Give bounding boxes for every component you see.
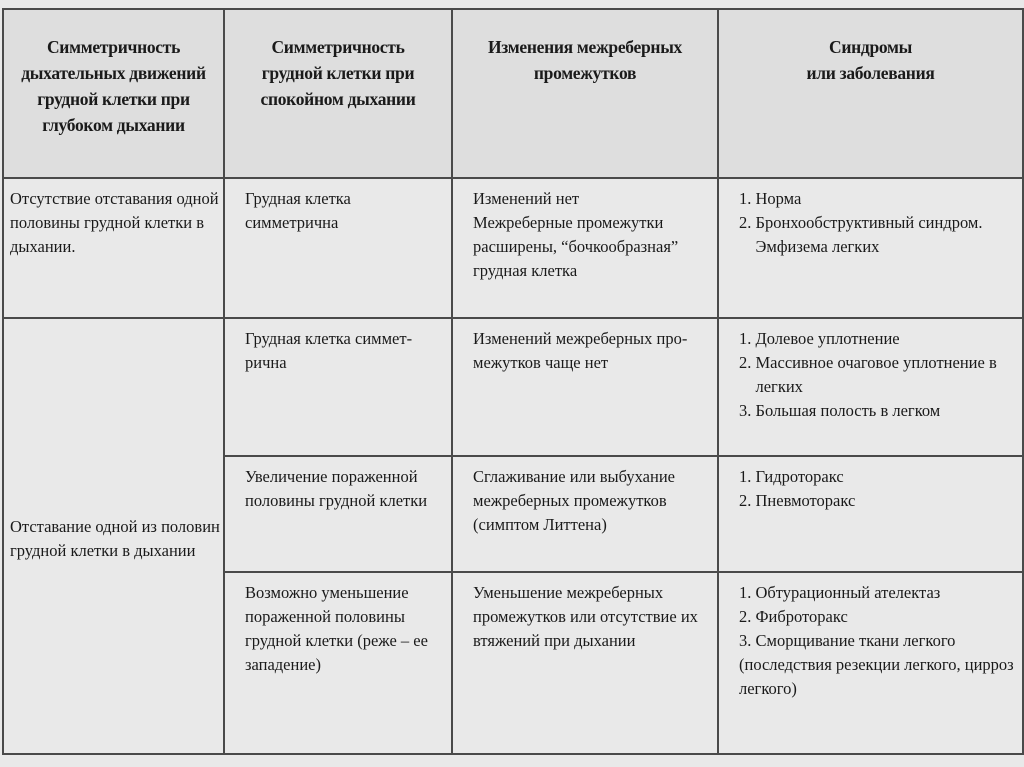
merged-asymmetry-cell: Отставание одной из половин грудной клетки в дыхании — [3, 318, 224, 754]
row3-syndromes: 1. Гидроторакс 2. Пневмоторакс — [718, 456, 1023, 572]
table-row — [3, 178, 1023, 318]
row1-intercostal: Изменений нет Межреберные промежутки расширены, “бочкообразная” грудная клетка — [452, 178, 718, 318]
header-row — [3, 9, 1023, 178]
row2-syndromes: 1. Долевое уплотнение 2. Массивное очаговое уплотнение в легких 3. Большая полость в легком — [718, 318, 1023, 456]
row3-intercostal: Сглаживание или выбухание межреберных промежутков (симптом Литтена) — [452, 456, 718, 572]
row1-quiet-breathing: Грудная клетка симметрична — [224, 178, 452, 318]
row1-deep-breathing: Отсутствие отставания одной половины грудной клетки в дыхании. — [3, 178, 224, 318]
header-intercostal-changes: Изменения межреберных промежутков — [452, 9, 718, 178]
row2-intercostal: Изменений межреберных про- межутков чаще нет — [452, 318, 718, 456]
row2-quiet-breathing: Грудная клетка симмет- рична — [224, 318, 452, 456]
row3-quiet-breathing: Увеличение пораженной половины грудной клетки — [224, 456, 452, 572]
header-deep-breathing-symmetry: Симметричность дыхательных движений грудной клетки при глубоком дыхании — [3, 9, 224, 178]
table-row — [3, 318, 1023, 456]
row1-syndromes: 1. Норма 2. Бронхообструктивный синдром. Эмфизема легких — [718, 178, 1023, 318]
header-syndromes: Синдромы или заболевания — [718, 9, 1023, 178]
header-quiet-breathing-symmetry: Симметричность грудной клетки при спокойном дыхании — [224, 9, 452, 178]
row4-intercostal: Уменьшение межреберных промежутков или отсутствие их втяжений при дыхании — [452, 572, 718, 754]
row4-syndromes: 1. Обтурационный ателектаз 2. Фиброторакс 3. Сморщивание ткани легкого (последствия резекции легкого, цирроз легкого) — [718, 572, 1023, 754]
row4-quiet-breathing: Возможно уменьшение пораженной половины грудной клетки (реже – ее западение) — [224, 572, 452, 754]
lung-syndromes-table — [2, 8, 1024, 755]
